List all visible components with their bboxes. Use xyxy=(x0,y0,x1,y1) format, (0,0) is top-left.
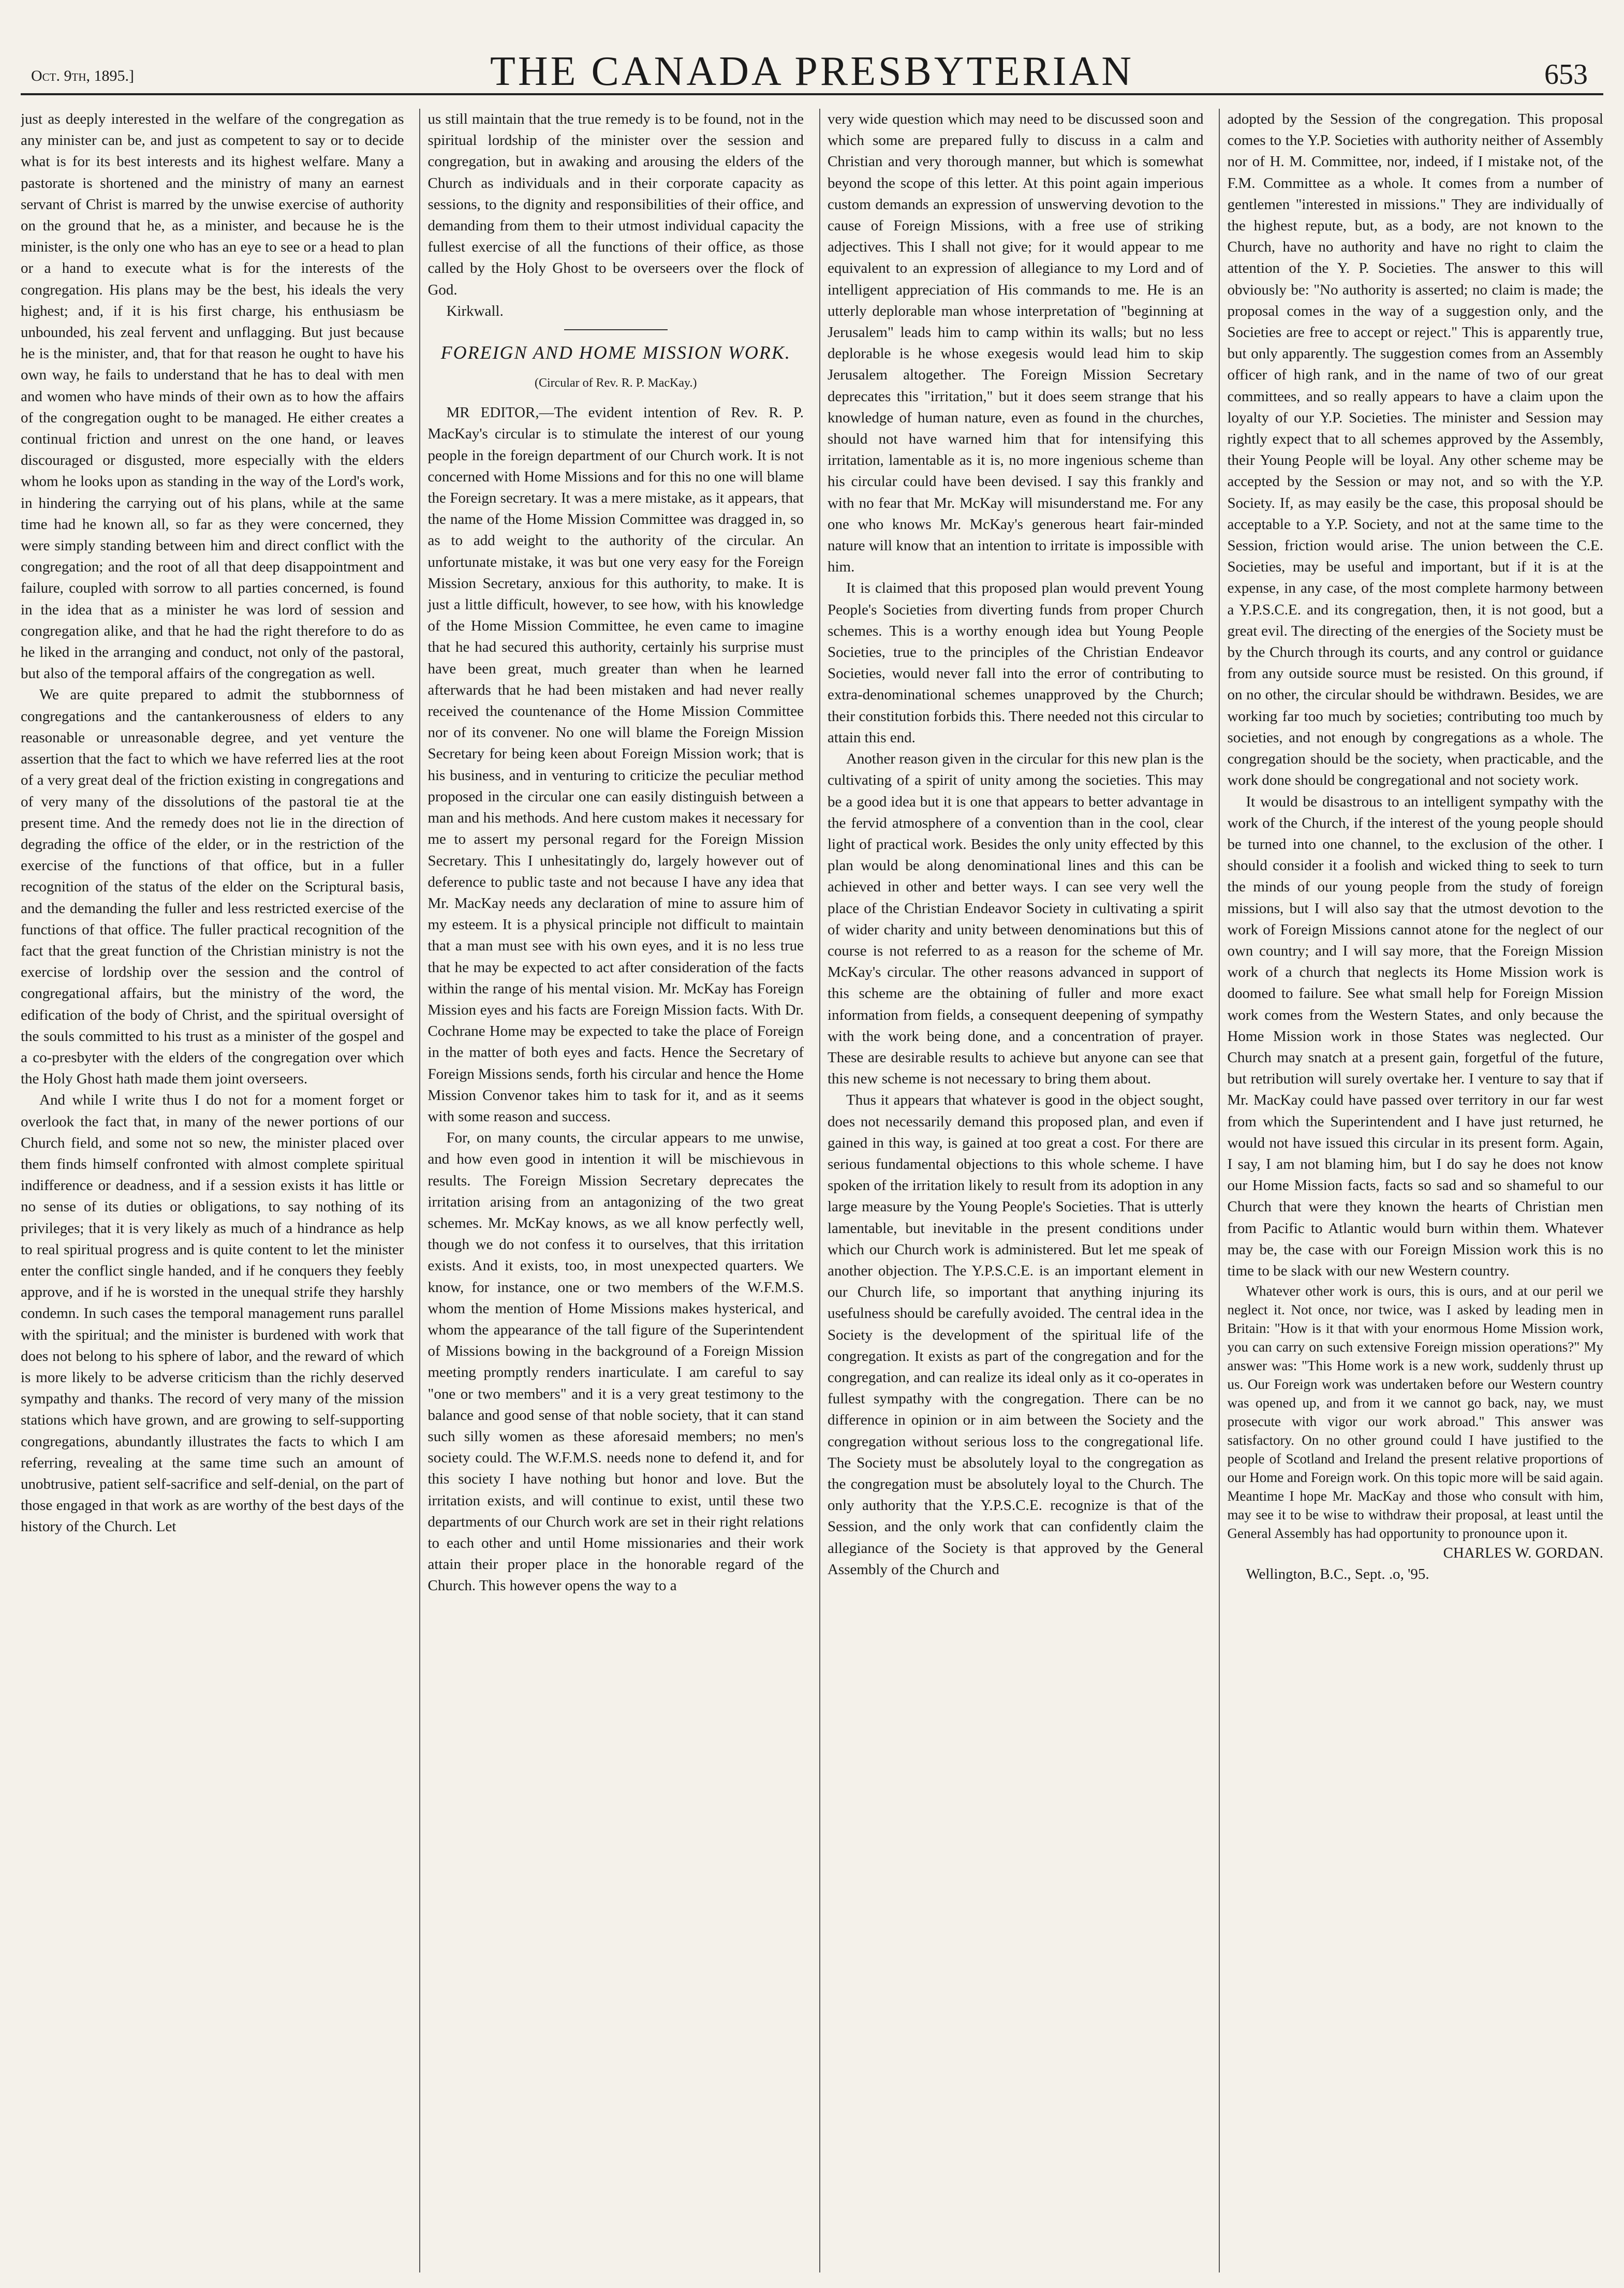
paragraph: MR EDITOR,—The evident intention of Rev. R. P. MacKay's circular is to stimulate the interest of our young people in the foreign department of our Church work. It is not concerned with Home Missions and for this no one will blame the Foreign secretary. It was a mere mistake, as it appears, that the name of the Home Mission Committee was dragged in, so as to add weight to the authority of the circular. An unfortunate mistake, it was but one very easy for the Foreign Mission Secretary, anxious for this authority, to make. It is just a little difficult, however, to see how, with his knowledge of the Home Mission Committee, he even came to imagine that he had secured this authority, certainly his surprise must have been great, much greater than when he learned afterwards that he had been mistaken and had never really received the countenance of the Home Mission Committee nor of its convener. No one will blame the Foreign Mission Secretary for being keen about Foreign Mission work; that is his business, and in venturing to criticize the peculiar method proposed in the circular one can easily distinguish between a man and his methods. And here custom makes it necessary for me to assert my personal regard for the Foreign Mission Secretary. This I unhesitatingly do, largely however out of deference to public taste and not because I have any idea that Mr. MacKay needs any declaration of mine to assure him of my esteem. It is a physical principle not difficult to maintain that a man must see with his own eyes, and it is no less true that he may be expected to act after consideration of the facts within the range of his mental vision. Mr. McKay has Foreign Mission eyes and his facts are Foreign Mission facts. With Dr. Cochrane Home may be expected to take the place of Foreign in the matter of both eyes and facts. Hence the Secretary of Foreign Missions sends, forth his circular and hence the Home Mission Convenor takes him to task for it, and as it seems with some reason and success. xyxy=(427,404,804,1125)
paragraph: For, on many counts, the circular appears to me unwise, and how even good in intention it will be mischievous in results. The Foreign Mission Secretary deprecates the irritation arising from an antagonizing of the two great schemes. Mr. McKay knows, as we all know perfectly well, though we do not confess it to ourselves, that this irritation exists. And it exists, too, in most unexpected quarters. We know, for instance, one or two members of the W.F.M.S. whom the mention of Home Missions makes hysterical, and whom the appearance of the tall figure of the Superintendent of Missions bowing in the background of a Foreign Mission meeting promptly renders inarticulate. I am careful to say "one or two members" and it is a very great testimony to the balance and good sense of that noble society, that it can stand such silly women as these aforesaid members; no men's society could. The W.F.M.S. needs none to defend it, and for this society I have nothing but honor and love. But the irritation exists, and will continue to exist, until these two departments of our Church work are set in their right relations to each other and until Home missionaries and their work attain their proper place in the honorable regard of the Church. This however opens the way to a xyxy=(427,1130,804,1594)
paragraph: just as deeply interested in the welfare of the congregation as any minister can be, and just as competent to say or to decide what is for its best interests and its highest welfare. Many a pastorate is shortened and the ministry of many an earnest servant of Christ is marred by the unwise exercise of authority on the ground that he, as a minister, and because he is the minister, is the only one who has an eye to see or a head to plan or a hand to execute what is for the interests of the congregation. His plans may be the best, his ideals the very highest; and, if it is his first charge, his enthusiasm be unbounded, his zeal fervent and unflagging. But just because he is the minister, and, that for that reason he ought to have his own way, he fails to understand that he has to deal with men and women who have minds of their own as to how the affairs of the congregation ought to be managed. He either creates a continual friction and unrest on the one hand, or leaves discouraged or disgusted, more especially with the elders whom he looks upon as standing in the way of the Lord's work, in hindering the carrying out of his plans, while at the same time had he known all, so far as they were concerned, they were simply standing between him and direct conflict with the congregation; and the root of all that deep disappointment and failure, coupled with sorrow to all parties concerned, is found in the idea that as a minister he was lord of session and congregation alike, and that he had the right therefore to do as he liked in the arranging and conduct, not only of the pastoral, but also of the temporal affairs of the congregation as well. xyxy=(21,111,404,682)
article-subtitle: (Circular of Rev. R. P. MacKay.) xyxy=(534,376,697,390)
text-columns xyxy=(21,109,1603,2272)
paragraph: Thus it appears that whatever is good in the object sought, does not necessarily demand this proposed plan, and even if gained in this way, is gained at too great a cost. For there are serious fundamental objections to this whole scheme. I have spoken of the irritation likely to result from its adoption in any large measure by the Young People's Societies. That is utterly lamentable, but inevitable in the present conditions under which our Church work is administered. But let me speak of another objection. The Y.P.S.C.E. is an important element in our Church life, so important that anything injuring its usefulness should be carefully avoided. The central idea in the Society is the development of the spiritual life of the congregation. It exists as part of the congregation and for the congregation, and can realize its ideal only as it co-operates in fullest sympathy with the congregation. There can be no difference in opinion or in aim between the Society and the congregation without serious loss to the congregational life. The Society must be absolutely loyal to the congregation as the congregation must be absolutely loyal to the Church. The only authority that the Y.P.S.C.E. recognize is that of the Session, and the only work that can confidently claim the allegiance of the Society is that approved by the General Assembly of the Church and xyxy=(827,1092,1204,1578)
column-3 xyxy=(819,109,1204,2272)
paragraph: adopted by the Session of the congregation. This proposal comes to the Y.P. Societies with authority neither of Assembly nor of H. M. Committee, nor, indeed, if I mistake not, of the F.M. Committee as a whole. It comes from a number of gentlemen "interested in missions." They are individually of the highest repute, but, as a body, are not known to the Church, have no authority and have no right to claim the attention of the Y. P. Societies. The answer to this will obviously be: "No authority is asserted; no claim is made; the proposal comes in the way of a suggestion only, and the Societies are free to accept or reject." This is apparently true, but only apparently. The suggestion comes from an Assembly officer of high rank, and in the name of two of our great committees, and so really appears to have a claim upon the loyalty of our Y.P. Societies. The minister and Session may rightly expect that to all schemes approved by the Assembly, their Young People will be loyal. Any other scheme may be accepted by the Session or may not, and so with the Y.P. Society. If, as may easily be the case, this proposal should be acceptable to a Y.P. Society, and not at the same time to the Session, friction would arise. The union between the C.E. Societies, may be useful and important, but if it is at the expense, in any case, of the most complete harmony between a Y.P.S.C.E. and its congregation, then, it is not good, but a great evil. The directing of the energies of the Society must be by the Church through its courts, and any control or guidance from any outside source must be resisted. On this ground, if on no other, the circular should be withdrawn. Besides, we are working far too much by societies; contributing too much by societies, and not enough by congregations as a whole. The congregation should be the society, when practicable, and the work done should be congregational and not society work. xyxy=(1227,111,1603,789)
paragraph: It would be disastrous to an intelligent sympathy with the work of the Church, if the interest of the young people should be turned into one channel, to the exclusion of the other. I should consider it a foolish and wicked thing to seek to turn the minds of our young people from the study of foreign missions, but I will also say that the utmost devotion to the work of Foreign Missions cannot atone for the neglect of our own country; and I will say more, that the Foreign Mission work of a church that neglects its Home Mission work is doomed to failure. See what small help for Foreign Mission work comes from the Western States, and only because the Home Mission work in those States was neglected. Our Church may snatch at a present gain, forgetful of the future, but retribution will surely overtake her. I venture to say that if Mr. MacKay could have passed over territory in our far west from which the Superintendent and I have just returned, he would not have issued this circular in its present form. Again, I say, I am not blaming him, but I do say he does not know our Home Mission facts, facts so sad and so shameful to our Church that were they known the hearts of Christian men from Pacific to Atlantic would burn within them. Whatever may be, the case with our Foreign Mission work this is no time to be slack with our new Western country. xyxy=(1227,793,1603,1279)
page-number: 653 xyxy=(1544,58,1588,91)
newspaper-page xyxy=(21,16,1603,2272)
column-2 xyxy=(419,109,804,2272)
section-divider xyxy=(564,329,668,330)
paragraph: We are quite prepared to admit the stubbornness of congregations and the cantankerousness of elders to any reasonable or unreasonable degree, and yet venture the assertion that the fact to which we have referred lies at the root of a very great deal of the friction existing in congregations and of very many of the dissolutions of the pastoral tie at the present time. And the remedy does not lie in the direction of degrading the office of the elder, or in the restriction of the exercise of the functions of that office, but in a fuller recognition of the status of the elder on the Scriptural basis, and the demanding the fuller and less restricted exercise of the functions of that office. The fuller practical recognition of the fact that the great function of the Christian ministry is not the exercise of lordship over the session and the control of congregational affairs, but the ministry of the word, the edification of the body of Christ, and the spiritual oversight of the souls committed to his trust as a minister of the gospel and a co-presbyter with the elders of the congregation over which the Holy Ghost hath made them joint overseers. xyxy=(21,686,404,1088)
publication-title: THE CANADA PRESBYTERIAN xyxy=(490,49,1134,94)
paragraph: us still maintain that the true remedy is to be found, not in the spiritual lordship of the minister over the session and congregation, but in awaking and arousing the elders of the Church as individuals and in their corporate capacity as sessions, to the dignity and responsibilities of their office, and demanding from them to their utmost individual capacity the fullest exercise of all the functions of their office, as those called by the Holy Ghost to be overseers over the flock of God. xyxy=(427,111,804,298)
issue-date: Oct. 9th, 1895.] xyxy=(31,67,134,84)
column-4 xyxy=(1219,109,1603,2272)
paragraph: very wide question which may need to be discussed soon and which some are prepared fully to discuss in a calm and Christian and very thorough manner, but which is somewhat beyond the scope of this letter. At this point again imperious custom demands an expression of unswerving devotion to the cause of Foreign Missions, with a free use of striking adjectives. This I shall not give; for it would appear to me equivalent to an expression of allegiance to my Lord and of intelligent appreciation of His commands to me. He is an utterly deplorable man whose interpretation of "beginning at Jerusalem" leads him to camp within its walls; but no less deplorable is he whose exegesis would lead him to skip Jerusalem altogether. The Foreign Mission Secretary deprecates this "irritation," but it does seem strange that his knowledge of human nature, even as found in the churches, should not have warned him that for intensifying this irritation, lamentable as it is, no more ingenious scheme than his circular could have been devised. I say this frankly and with no fear that Mr. McKay will misunderstand me. For any one who knows Mr. McKay's generous heart fair-minded nature will know that an intention to irritate is impossible with him. xyxy=(827,111,1204,576)
paragraph: Another reason given in the circular for this new plan is the cultivating of a spirit of unity among the societies. This may be a good idea but it is one that appears to better advantage in the fervid atmosphere of a convention than in the cool, clear light of practical work. Besides the only unity effected by this plan would be along denominational lines and this can be achieved in other and better ways. I can see very well the place of the Christian Endeavor Society in cultivating a spirit of wider charity and unity between denominations but this of course is not referred to as a reason for the scheme of Mr. McKay's circular. The other reasons advanced in support of this scheme are the obtaining of fuller and more exact information from fields, a consequent deepening of sympathy with the work being done, and a concentration of prayer. These are desirable results to achieve but anyone can see that this new scheme is not necessary to bring them about. xyxy=(827,751,1204,1088)
article-title: FOREIGN AND HOME MISSION WORK. xyxy=(440,342,791,363)
author-signature: CHARLES W. GORDAN. xyxy=(1443,1545,1603,1562)
masthead xyxy=(21,16,1603,95)
signoff-place-date: Wellington, B.C., Sept. .o, '95. xyxy=(1246,1566,1429,1583)
paragraph: It is claimed that this proposed plan would prevent Young People's Societies from diverting funds from proper Church schemes. This is a worthy enough idea but Young People Societies, true to the principles of the Christian Endeavor Societies, would never fall into the error of contributing to extra-denominational schemes unapproved by the Church; their constitution forbids this. There needed not this circular to attain this end. xyxy=(827,580,1204,746)
paragraph: And while I write thus I do not for a moment forget or overlook the fact that, in many of the newer portions of our Church field, and some not so new, the minister placed over them finds himself confronted with almost complete spiritual indifference or deadness, and if a session exists it has little or no sense of its duties or obligations, to say nothing of its privileges; that it is very likely as much of a hindrance as help to real spiritual progress and is quite content to let the minister enter the conflict single handed, and if he conquers they feebly approve, and if he is worsted in the unequal strife they harshly condemn. In such cases the temporal management runs parallel with the spiritual; and the minister is burdened with work that does not belong to his sphere of labor, and the reward of which is more likely to be adverse criticism than the richly deserved sympathy and thanks. The record of very many of the mission stations which have grown, and are growing to self-supporting congregations, abundantly illustrates the facts to which I am referring, revealing at the same time such an amount of unobtrusive, patient self-sacrifice and self-denial, on the part of those engaged in that work as are worthy of the best days of the history of the Church. Let xyxy=(21,1092,404,1535)
column-1 xyxy=(21,109,404,2272)
paragraph: Whatever other work is ours, this is ours, and at our peril we neglect it. Not once, nor twice, was I asked by leading men in Britain: "How is it that with your enormous Home Mission work, you can carry on such extensive Foreign mission operations?" My answer was: "This Home work is a new work, suddenly thrust up us. Our Foreign work was undertaken before our Western country was opened up, and from it we cannot go back, nay, we must prosecute with vigor our work abroad." This answer was satisfactory. On no other ground could I have justified to the people of Scotland and Ireland the present relative proportions of our Home and Foreign work. On this topic more will be said again. Meantime I hope Mr. MacKay and those who consult with him, may see it to be wise to withdraw their proposal, at least until the General Assembly has had opportunity to pronounce upon it. xyxy=(1227,1283,1603,1542)
dateline-place: Kirkwall. xyxy=(446,302,504,319)
